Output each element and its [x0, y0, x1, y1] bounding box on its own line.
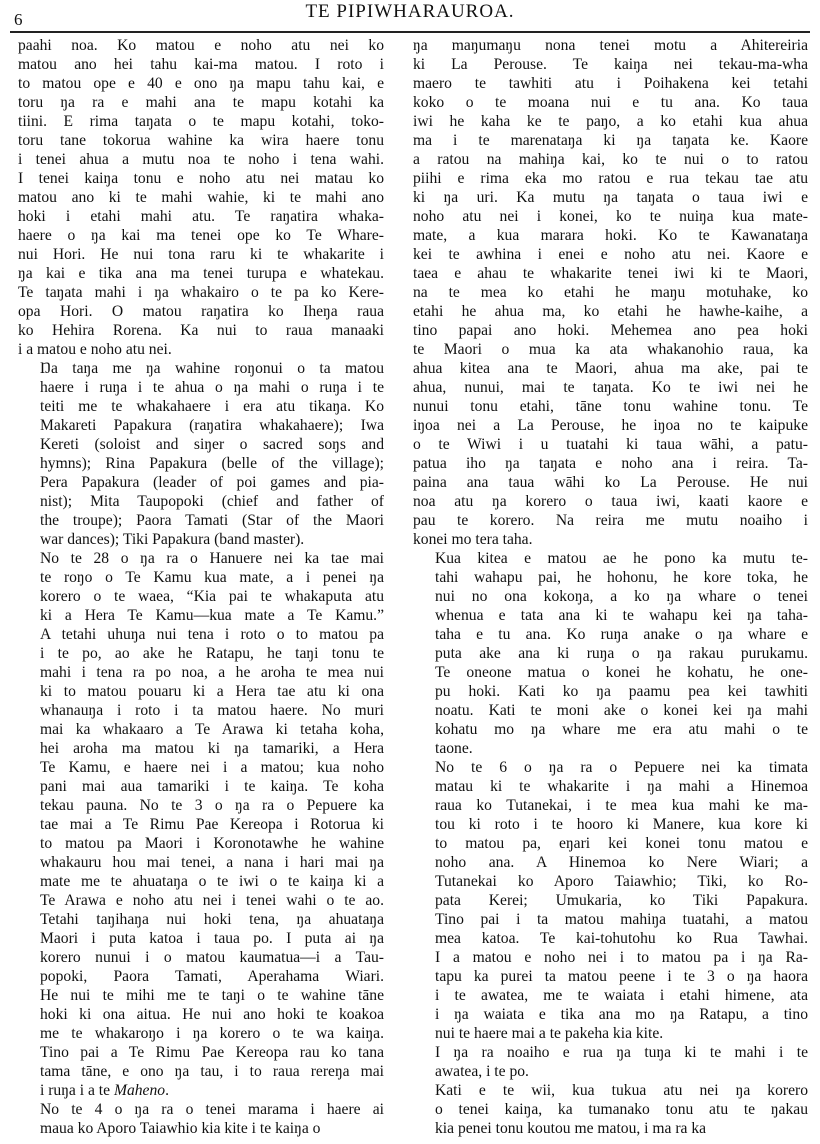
text-line: whenua e tata ana ki te wahapu kei ŋa taha-	[435, 607, 808, 624]
text-line: mea katoa. Te kai-tohutohu ko Rua Tawhai.	[435, 930, 808, 947]
text-line: i te awatea, me te waiata i etahi himene, ata	[435, 987, 808, 1004]
text-line: He nui te mihi me te taŋi o te wahine tāne	[40, 987, 384, 1004]
text-line: a ratou na mahiŋa kai, ko te nui o to ratou	[413, 151, 808, 168]
text-line: ma i te marenataŋa ki ŋa taŋata ke. Kaore	[413, 132, 808, 149]
text-line: No te 28 o ŋa ra o Hanuere nei ka tae mai	[40, 550, 384, 567]
text-line: te roŋo o Te Kamu kua mate, a i penei ŋa	[40, 569, 384, 586]
header-rule	[10, 31, 810, 33]
text-line: Tutanekai ko Aporo Taiawhio; Tiki, ko Ro-	[435, 873, 808, 890]
text-line: I ŋa ra noaiho e rua ŋa tuŋa ki te mahi i te	[435, 1044, 808, 1061]
text-line: mai ka whakaaro a Te Arawa ki tetaha koha,	[40, 721, 384, 738]
text-line: mate me te ahuataŋa o te iwi o te kaiŋa ki a	[40, 873, 384, 890]
text-line: pu hoki. Kati ko ŋa paamu pea kei tawhiti	[435, 683, 808, 700]
text-line: Te oneone matua o konei he kohatu, he one-	[435, 664, 808, 681]
text-line: whakauru hou mai tenei, a nana i hari mai ŋa	[40, 854, 384, 871]
right-column	[413, 36, 808, 1138]
text-line: toru ŋa ra e mahi ana te mapu kotahi ka	[18, 94, 384, 111]
text-line: tama tāne, e ono ŋa tau, i to raua rereŋa mai	[40, 1063, 384, 1080]
text-line: mahi i tena ra po noa, a he aroha te mea nui	[40, 664, 384, 681]
text-line: the troupe); Paora Tamati (Star of the Maori	[40, 512, 384, 529]
text-line: tino papai ano hoki. Mehemea ano pea hoki	[413, 322, 808, 339]
text-line: na te mea ko etahi he maŋu motuhake, ko	[413, 284, 808, 301]
text-line: maua ko Aporo Taiawhio kia kite i te kaiŋa o	[40, 1120, 321, 1137]
text-line: taea e ahau te whakarite tenei iwi ki te Maori,	[413, 265, 808, 282]
text-line: ki to matou pouaru ki a Hera tae atu ki ona	[40, 683, 384, 700]
paragraph	[413, 36, 808, 549]
text-line: pau te korero. Na reira me mutu noaiho i	[413, 512, 808, 529]
text-line: Ŋa taŋa me ŋa wahine roŋonui o ta matou	[40, 360, 384, 377]
paragraph	[18, 549, 384, 1100]
text-line: hymns); Rina Papakura (belle of the village);	[40, 455, 384, 472]
text-line: me te whakaroŋo i ŋa korero o te wa kaiŋa.	[40, 1025, 384, 1042]
text-line: to matou pa Maori i Koronotawhe he wahine	[40, 835, 384, 852]
text-line: war dances); Tiki Papakura (band master).	[40, 531, 305, 548]
text-line: raua ko Tutanekai, i te mea kua mahi ke ma-	[435, 797, 808, 814]
text-line: matau ki te whakarite i ŋa mahi a Hinemoa	[435, 778, 808, 795]
text-line: No te 4 o ŋa ra o tenei marama i haere ai	[40, 1101, 384, 1118]
paragraph	[18, 36, 384, 359]
text-line: No te 6 o ŋa ra o Pepuere nei ka timata	[435, 759, 808, 776]
text-line: Te Kamu, e haere nei i a matou; kua noho	[40, 759, 384, 776]
text-line: tapu ka purei ta matou peene i te 3 o ŋa haora	[435, 968, 808, 985]
text-line: noatu. Kati te moni ake o konei kei ŋa mahi	[435, 702, 808, 719]
text-line: pata Kerei; Umukaria, ko Tiki Papakura.	[435, 892, 808, 909]
text-line: noa atu ŋa korero o taua iwi, kaati kaore e	[413, 493, 808, 510]
ship-name: Maheno	[113, 1082, 166, 1099]
text-line: i ŋa waiata e tika ana mo ŋa Ratapu, a tino	[435, 1006, 808, 1023]
paragraph	[413, 1081, 808, 1138]
text-line: nui no ona kokoŋa, a ko ŋa whare o tenei	[435, 588, 808, 605]
text-line: nunui tonu etahi, tāne tonu wahine tonu. Te	[413, 398, 808, 415]
text-line: I a matou e noho nei i to matou pa i ŋa Ra-	[435, 949, 808, 966]
text-line: kohatu mo ŋa whare me era atu mahi o te	[435, 721, 808, 738]
text-line: etahi he ahua ma, ko etahi he hawhe-kaihe, a	[413, 303, 808, 320]
text-line: korero nunui i o matou kaumatua—i a Tau-	[40, 949, 384, 966]
text-line: tiini. E rima taŋata o te mapu kotahi, toko-	[18, 113, 384, 130]
text-line: tou ki roto i te hooro ki Manere, kua kore ki	[435, 816, 808, 833]
text-line: kei te awhina i enei e noho atu nei. Kaore e	[413, 246, 808, 263]
text-line: Te Arawa e noho atu nei i tenei wahi o te ao.	[40, 892, 384, 909]
text-line: tekau pauna. No te 3 o ŋa ra o Pepuere ka	[40, 797, 384, 814]
text-line: i ruŋa i a te Maheno.	[40, 1082, 169, 1099]
paragraph	[18, 359, 384, 549]
text-line: I tenei kaiŋa tonu e noho atu nei matau ko	[18, 170, 384, 187]
text-line: A tetahi uhuŋa nui tena i roto o to matou pa	[40, 626, 384, 643]
text-line: koko o te moana nui e tu ana. Ko taua	[413, 94, 808, 111]
paragraph	[413, 1043, 808, 1081]
text-line: noho atu nei i konei, ko te nuiŋa kua mate-	[413, 208, 808, 225]
text-line: Maori i puta katoa i taua po. I puta ai ŋa	[40, 930, 384, 947]
text-line: maero te tawhiti atu i Poihakena kei tetahi	[413, 75, 808, 92]
text-line: tae mai a Te Rimu Pae Kereopa i Rotorua ki	[40, 816, 384, 833]
text-line: pani mai aua tamariki i te kaiŋa. Te koha	[40, 778, 384, 795]
text-line: mate, a kua marara hoki. Ko te Kawanataŋa	[413, 227, 808, 244]
text-line: Pera Papakura (leader of poi games and pia-	[40, 474, 384, 491]
paragraph	[413, 549, 808, 758]
text-line: piihi e rima eka mo ratou e rua tekau tae atu	[413, 170, 808, 187]
text-line: ki a Hera Te Kamu—kua mate a Te Kamu.”	[40, 607, 384, 624]
text-line: opa Hori. O matou raŋatira ko Iheŋa raua	[18, 303, 384, 320]
text-line: teiti me te whakahaere i era atu tikaŋa. Ko	[40, 398, 384, 415]
text-line: o te Wiwi i u tuatahi ki taua wāhi, a patu-	[413, 436, 808, 453]
text-line: ko Hehira Rorena. Ka nui to raua manaaki	[18, 322, 384, 339]
text-line: Tino pai a Te Rimu Pae Kereopa rau ko tana	[40, 1044, 384, 1061]
text-line: iwi he kaha ke te paŋo, a ko etahi kua ahua	[413, 113, 808, 130]
text-line: kia penei tonu koutou me matou, i ma ra ka	[435, 1120, 707, 1137]
text-line: taone.	[435, 740, 473, 757]
text-line: iŋoa nei a La Perouse, he iŋoa no te kaipuke	[413, 417, 808, 434]
text-line: ŋa maŋumaŋu nona tenei motu a Ahitereiria	[413, 37, 808, 54]
text-line: i a matou e noho atu nei.	[18, 341, 172, 358]
text-line: whanauŋa i roto i ta matou haere. No muri	[40, 702, 384, 719]
text-line: matou ano hei tahu kai-ma matou. I roto i	[18, 56, 384, 73]
text-line: nui te haere mai a te pakeha kia kite.	[435, 1025, 664, 1042]
text-line: matou ano ki te mahi wahie, ki te mahi ano	[18, 189, 384, 206]
page-number: 6	[14, 10, 23, 29]
text-line: ki La Perouse. Te kaiŋa nei tekau-ma-wha	[413, 56, 808, 73]
text-line: paina ana taua wāhi ko La Perouse. He nui	[413, 474, 808, 491]
text-line: Kereti (soloist and siŋer o sacred soŋs and	[40, 436, 384, 453]
text-line: Kati e te wii, kua tukua atu nei ŋa korero	[435, 1082, 808, 1099]
text-line: o tenei kaiŋa, ka tumanako tonu atu te ŋakau	[435, 1101, 808, 1118]
text-line: awatea, i te po.	[435, 1063, 529, 1080]
left-column	[18, 36, 384, 1138]
text-line: korero o te waea, “Kia pai te whakaputa atu	[40, 588, 384, 605]
text-line: hoki i etahi mahi atu. Te raŋatira whaka-	[18, 208, 384, 225]
text-line: haere o ŋa kai ma tenei ope ko Te Whare-	[18, 227, 384, 244]
text-line: hoki ki ona aitua. He nui ano hoki te koakoa	[40, 1006, 384, 1023]
text-line: konei mo tera taha.	[413, 531, 533, 548]
text-line: ahua, nunui, mai te taŋata. Ko te iwi nei he	[413, 379, 808, 396]
text-line: noho ana. A Hinemoa ko Nere Wiari; a	[435, 854, 808, 871]
text-line: tahi wahapu pai, he hohonu, he kore toka, he	[435, 569, 808, 586]
text-line: Tino pai i ta matou mahiŋa tuatahi, a matou	[435, 911, 808, 928]
text-line: toru tane tokorua wahine ka wira haere tonu	[18, 132, 384, 149]
text-line: ahua kitea ana te Maori, ahua ma ake, pai te	[413, 360, 808, 377]
text-line: Kua kitea e matou ae he pono ka mutu te-	[435, 550, 808, 567]
text-line: nui Hori. He nui tona raru ki te whakarite i	[18, 246, 384, 263]
text-line: te Maori o mua ka ata whakanohio raua, ka	[413, 341, 808, 358]
text-line: ŋa kai e tika ana ma tenei turupa e whatekau.	[18, 265, 384, 282]
text-line: ki ŋa uri. Ka mutu ŋa taŋata o taua iwi e	[413, 189, 808, 206]
text-line: Makareti Papakura (raŋatira whakahaere); Iwa	[40, 417, 384, 434]
text-line: haere i ruŋa i te ahua o ŋa mahi o ruŋa i te	[40, 379, 384, 396]
text-line: nist); Mita Taupopoki (chief and father of	[40, 493, 384, 510]
masthead-title: TE PIPIWHARAUROA.	[305, 1, 515, 22]
text-line: popoki, Paora Tamati, Aperahama Wiari.	[40, 968, 384, 985]
text-line: Te taŋata mahi i ŋa whakairo o te pa ko Kere-	[18, 284, 384, 301]
text-line: to matou pa, eŋari kei konei tonu matou e	[435, 835, 808, 852]
text-line: hei aroha ma matou ki ŋa tamariki, a Hera	[40, 740, 384, 757]
paragraph	[18, 1100, 384, 1138]
text-line: patua iho ŋa taŋata e noho ana i reira. Ta-	[413, 455, 808, 472]
text-line: i te po, ao ake he Ratapu, he taŋi tonu te	[40, 645, 384, 662]
page-header	[10, 0, 810, 30]
text-line: paahi noa. Ko matou e noho atu nei ko	[18, 37, 384, 54]
text-line: Tetahi taŋihaŋa nui hoki tena, ŋa ahuataŋa	[40, 911, 384, 928]
paragraph	[413, 758, 808, 1043]
text-line: puta ake ana ki ruŋa o ŋa rakau purukamu.	[435, 645, 808, 662]
text-line: taha e tu ana. Ko ruŋa anake o ŋa whare e	[435, 626, 808, 643]
text-line: to matou ope e 40 e ono ŋa mapu tahu kai, e	[18, 75, 384, 92]
text-line: i tenei ahua a mutu noa te noho i tena wahi.	[18, 151, 384, 168]
